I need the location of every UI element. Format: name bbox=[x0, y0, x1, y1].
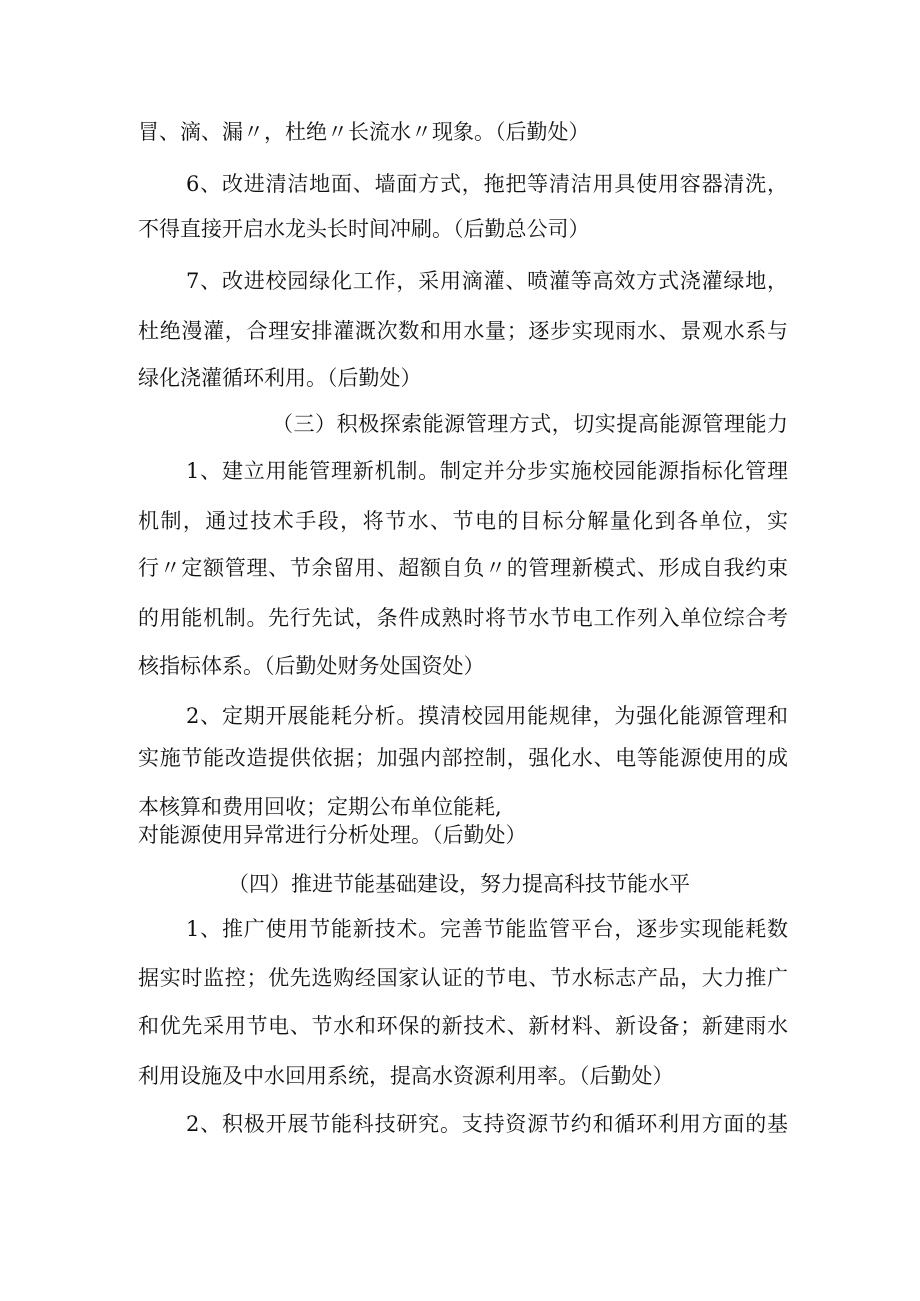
text-line: 和优先采用节电、节水和环保的新技术、新材料、新设备；新建雨水 bbox=[138, 1014, 788, 1038]
text-line: 冒、滴、漏〃，杜绝〃长流水〃现象。（后勤处） bbox=[138, 120, 590, 144]
text-line: 2、定期开展能耗分析。摸清校园用能规律，为强化能源管理和 bbox=[186, 704, 788, 728]
text-line: 杜绝漫灌，合理安排灌溉次数和用水量；逐步实现雨水、景观水系与 bbox=[138, 319, 788, 343]
text-line: 利用设施及中水回用系统，提高水资源利用率。（后勤处） bbox=[138, 1064, 674, 1088]
text-line: 行〃定额管理、节余留用、超额自负〃的管理新模式、形成自我约束 bbox=[138, 556, 788, 580]
text-line: 核指标体系。（后勤处财务处国资处） bbox=[138, 654, 485, 678]
text-line: 对能源使用异常进行分析处理。（后勤处） bbox=[138, 823, 527, 847]
text-line: 不得直接开启水龙头长时间冲刷。（后勤总公司） bbox=[138, 217, 590, 241]
text-line: 实施节能改造提供依据；加强内部控制，强化水、电等能源使用的成 bbox=[138, 746, 788, 770]
section-heading-3: （三）积极探索能源管理方式，切实提高能源管理能力 bbox=[272, 412, 788, 436]
text-line: 据实时监控；优先选购经国家认证的节电、节水标志产品，大力推广 bbox=[138, 966, 788, 990]
text-line: 本核算和费用回收；定期公布单位能耗, bbox=[138, 795, 502, 819]
text-line: 机制，通过技术手段，将节水、节电的目标分解量化到各单位，实 bbox=[138, 509, 788, 533]
text-line: 7、改进校园绿化工作，采用滴灌、喷灌等高效方式浇灌绿地， bbox=[186, 269, 788, 293]
text-line: 1、建立用能管理新机制。制定并分步实施校园能源指标化管理 bbox=[186, 459, 788, 483]
text-line: 6、改进清洁地面、墙面方式，拖把等清洁用具使用容器清洗， bbox=[186, 172, 788, 196]
text-line: 绿化浇灌循环利用。（后勤处） bbox=[138, 366, 422, 390]
section-heading-4: （四）推进节能基础建设，努力提高科技节能水平 bbox=[228, 872, 690, 896]
text-line: 1、推广使用节能新技术。完善节能监管平台，逐步实现能耗数 bbox=[186, 917, 788, 941]
text-line: 的用能机制。先行先试，条件成熟时将节水节电工作列入单位综合考 bbox=[138, 606, 788, 630]
text-line: 2、积极开展节能科技研究。支持资源节约和循环利用方面的基 bbox=[186, 1112, 788, 1136]
